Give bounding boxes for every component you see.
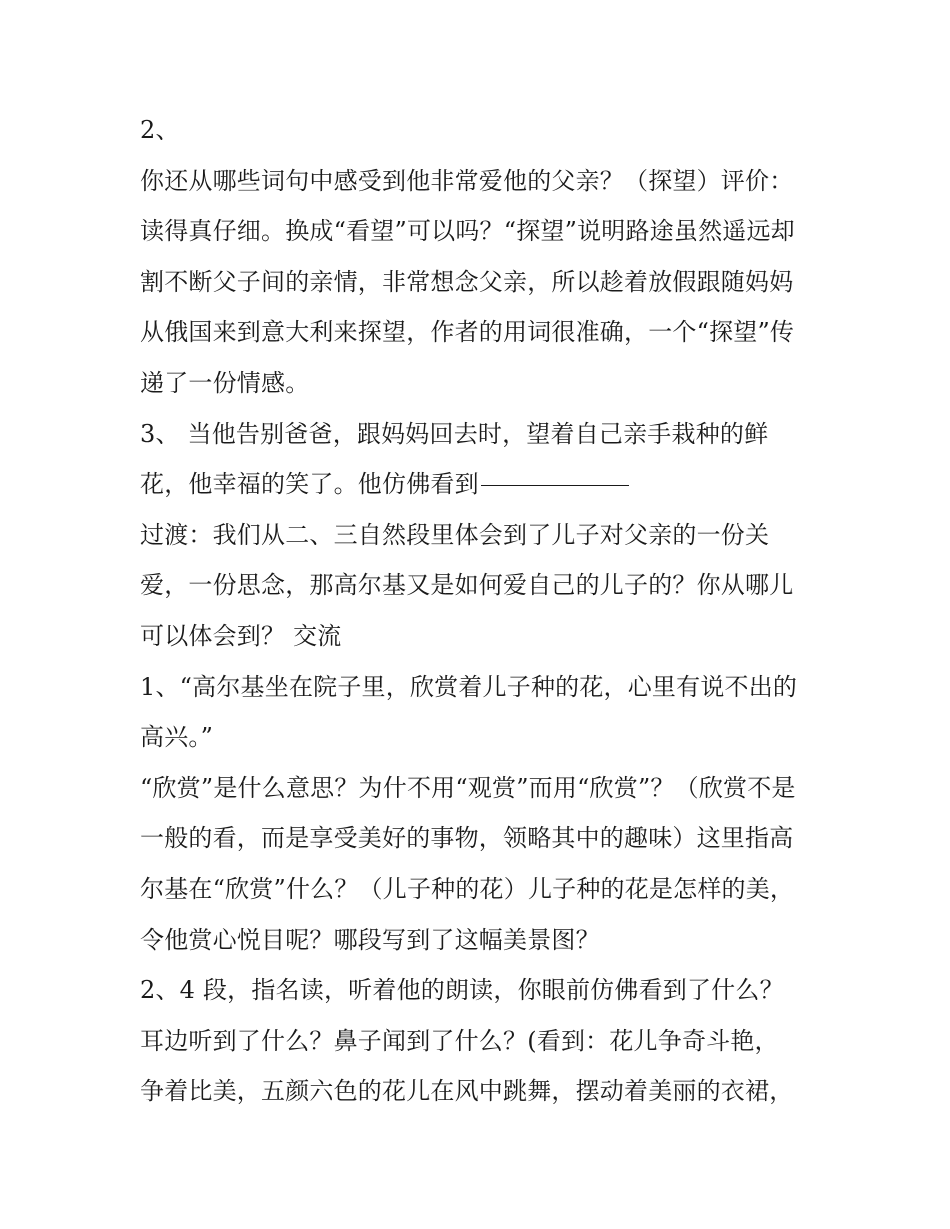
text-line-12: 1、“高尔基坐在院子里，欣赏着儿子种的花，心里有说不出的 <box>140 672 798 701</box>
text-line-6: 递了一份情感。 <box>140 368 310 397</box>
text-line-17: 令他赏心悦目呢？哪段写到了这幅美景图？ <box>140 925 600 954</box>
text-line-14: “欣赏”是什么意思？为什不用“观赏”而用“欣赏”？（欣赏不是 <box>140 773 796 802</box>
text-line-3: 读得真仔细。换成“看望”可以吗？“探望”说明路途虽然遥远却 <box>140 217 795 246</box>
fill-in-blank-line <box>481 485 629 486</box>
text-line-4: 割不断父子间的亲情，非常想念父亲，所以趁着放假跟随妈妈 <box>140 267 794 296</box>
text-line-13: 高兴。” <box>140 723 214 752</box>
text-line-20: 争着比美，五颜六色的花儿在风中跳舞，摆动着美丽的衣裙， <box>140 1077 794 1106</box>
text-line-16: 尔基在“欣赏”什么？（儿子种的花）儿子种的花是怎样的美， <box>140 874 795 903</box>
text-line-15: 一般的看，而是享受美好的事物，领略其中的趣味）这里指高 <box>140 824 794 853</box>
text-line-8-text: 花，他幸福的笑了。他仿佛看到 <box>140 470 479 499</box>
text-line-9: 过渡：我们从二、三自然段里体会到了儿子对父亲的一份关 <box>140 520 770 549</box>
document-body <box>140 105 830 1117</box>
text-line-1: 2、 <box>140 116 180 144</box>
text-line-10: 爱，一份思念，那高尔基又是如何爱自己的儿子的？你从哪儿 <box>140 571 794 600</box>
text-line-2: 你还从哪些词句中感受到他非常爱他的父亲？（探望）评价： <box>140 166 794 195</box>
text-line-19: 耳边听到了什么？鼻子闻到了什么？(看到：花儿争奇斗艳， <box>140 1026 779 1055</box>
text-line-18: 2、4 段，指名读，听着他的朗读，你眼前仿佛看到了什么？ <box>140 976 784 1005</box>
text-line-5: 从俄国来到意大利来探望，作者的用词很准确，一个“探望”传 <box>140 318 795 347</box>
text-line-11: 可以体会到？ 交流 <box>140 621 342 650</box>
text-line-8 <box>140 459 830 510</box>
text-line-7: 3、 当他告别爸爸，跟妈妈回去时，望着自己亲手栽种的鲜 <box>140 419 769 448</box>
